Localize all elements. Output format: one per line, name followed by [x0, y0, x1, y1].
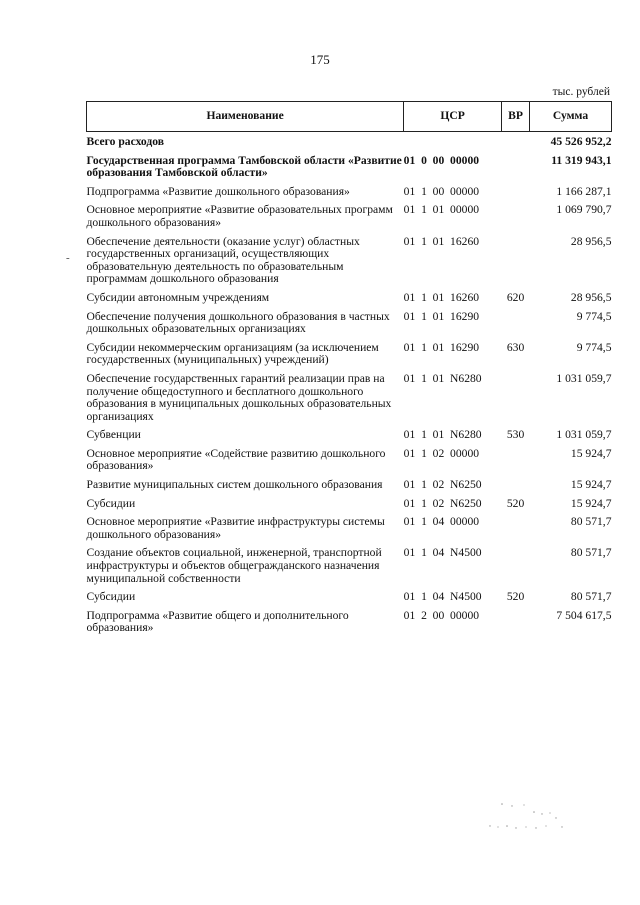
cell-name: Основное мероприятие «Развитие инфраструктуры системы дошкольного образования» [86, 515, 385, 541]
table-row [87, 309, 612, 340]
cell-vr [502, 153, 530, 184]
cell-name: Обеспечение государственных гарантий реализации прав на получение общедоступного и бесплатного дошкольного образования в муниципальных дошкольных образовательных организациях [86, 371, 392, 423]
cell-name: Обеспечение деятельности (оказание услуг) областных государственных организаций, осуществляющих образовательную деятельность по образовательным программам дошкольного образования [86, 234, 360, 286]
table-body [87, 132, 612, 640]
cell-vr [502, 234, 530, 290]
cell-name: Государственная программа Тамбовской области «Развитие образования Тамбовской области» [86, 153, 402, 180]
table-row [87, 589, 612, 608]
cell-sum: 11 319 943,1 [551, 153, 612, 167]
cell-csr: 01 1 01 16290 [403, 340, 480, 354]
cell-csr: 01 1 04 00000 [403, 515, 480, 529]
cell-csr: 01 0 00 00000 [403, 153, 480, 167]
table-row [87, 477, 612, 496]
cell-name: Создание объектов социальной, инженерной, транспортной инфраструктуры и объектов общегражданского назначения муниципальной собственности [86, 546, 382, 585]
cell-vr [502, 514, 530, 545]
cell-csr: 01 1 02 00000 [403, 446, 480, 460]
table-row [87, 371, 612, 427]
table-row [87, 608, 612, 639]
cell-vr: 630 [506, 340, 525, 354]
cell-vr [502, 309, 530, 340]
cell-sum: 15 924,7 [570, 478, 612, 492]
header-sum: Сумма [530, 102, 612, 132]
cell-csr [404, 132, 502, 153]
cell-sum: 1 166 287,1 [556, 184, 612, 198]
cell-vr [502, 184, 530, 203]
table-row [87, 340, 612, 371]
cell-sum: 1 031 059,7 [556, 371, 612, 385]
cell-csr: 01 1 01 N6280 [403, 428, 482, 442]
cell-csr: 01 1 01 16290 [403, 309, 480, 323]
cell-name: Основное мероприятие «Развитие образовательных программ дошкольного образования» [86, 203, 393, 229]
header-vr: ВР [502, 102, 530, 132]
table-row [87, 234, 612, 290]
cell-sum: 1 031 059,7 [556, 428, 612, 442]
cell-vr [502, 608, 530, 639]
header-csr: ЦСР [404, 102, 502, 132]
cell-csr: 01 1 01 N6280 [403, 371, 482, 385]
cell-vr [502, 446, 530, 477]
cell-sum: 28 956,5 [570, 290, 612, 304]
header-name: Наименование [87, 102, 404, 132]
table-row [87, 446, 612, 477]
cell-csr: 01 1 01 16260 [403, 234, 480, 248]
cell-vr [502, 132, 530, 153]
cell-sum: 80 571,7 [570, 515, 612, 529]
cell-sum: 7 504 617,5 [556, 608, 612, 622]
cell-name: Субсидии [86, 496, 136, 510]
table-row [87, 427, 612, 446]
cell-vr [502, 371, 530, 427]
cell-sum: 9 774,5 [576, 309, 612, 323]
cell-csr: 01 1 04 N4500 [403, 546, 482, 560]
table-row [87, 184, 612, 203]
cell-sum: 15 924,7 [570, 446, 612, 460]
margin-mark: - [66, 252, 70, 264]
page-number: 175 [310, 52, 330, 67]
cell-name: Субсидии [86, 590, 136, 604]
cell-csr: 01 1 01 16260 [403, 290, 480, 304]
cell-sum: 45 526 952,2 [550, 135, 612, 148]
cell-vr: 520 [506, 590, 525, 604]
cell-sum: 1 069 790,7 [556, 203, 612, 217]
cell-csr: 01 2 00 00000 [403, 608, 480, 622]
cell-vr [502, 477, 530, 496]
table-row [87, 290, 612, 309]
cell-sum: 80 571,7 [570, 590, 612, 604]
cell-csr: 01 1 00 00000 [403, 184, 480, 198]
cell-name: Субсидии некоммерческим организациям (за исключением государственных (муниципальных) учреждений) [86, 340, 379, 367]
cell-name: Подпрограмма «Развитие дошкольного образования» [86, 184, 350, 198]
cell-name: Субсидии автономным учреждениям [86, 290, 270, 304]
cell-vr: 620 [506, 290, 525, 304]
scan-artifact [482, 800, 572, 840]
cell-name: Субвенции [86, 428, 141, 442]
cell-sum: 9 774,5 [576, 340, 612, 354]
table-row [87, 514, 612, 545]
cell-vr [502, 202, 530, 233]
cell-sum: 28 956,5 [570, 234, 612, 248]
cell-vr [502, 545, 530, 589]
cell-vr: 530 [506, 428, 525, 442]
cell-csr: 01 1 02 N6250 [403, 478, 482, 492]
budget-table [86, 101, 612, 639]
table-row [87, 132, 612, 153]
table-row [87, 545, 612, 589]
cell-name: Всего расходов [86, 135, 165, 148]
cell-name: Подпрограмма «Развитие общего и дополнительного образования» [86, 608, 349, 635]
table-row [87, 202, 612, 233]
cell-csr: 01 1 04 N4500 [403, 590, 482, 604]
cell-csr: 01 1 02 N6250 [403, 496, 482, 510]
cell-csr: 01 1 01 00000 [403, 203, 480, 217]
cell-vr: 520 [506, 496, 525, 510]
cell-sum: 15 924,7 [570, 496, 612, 510]
cell-name: Обеспечение получения дошкольного образования в частных дошкольных образовательных организациях [86, 309, 390, 336]
table-row [87, 153, 612, 184]
cell-sum: 80 571,7 [570, 546, 612, 560]
table-header [87, 102, 612, 132]
table-row [87, 496, 612, 515]
units-label: тыс. рублей [552, 86, 610, 98]
cell-name: Развитие муниципальных систем дошкольного образования [86, 478, 383, 492]
cell-name: Основное мероприятие «Содействие развитию дошкольного образования» [86, 446, 386, 473]
